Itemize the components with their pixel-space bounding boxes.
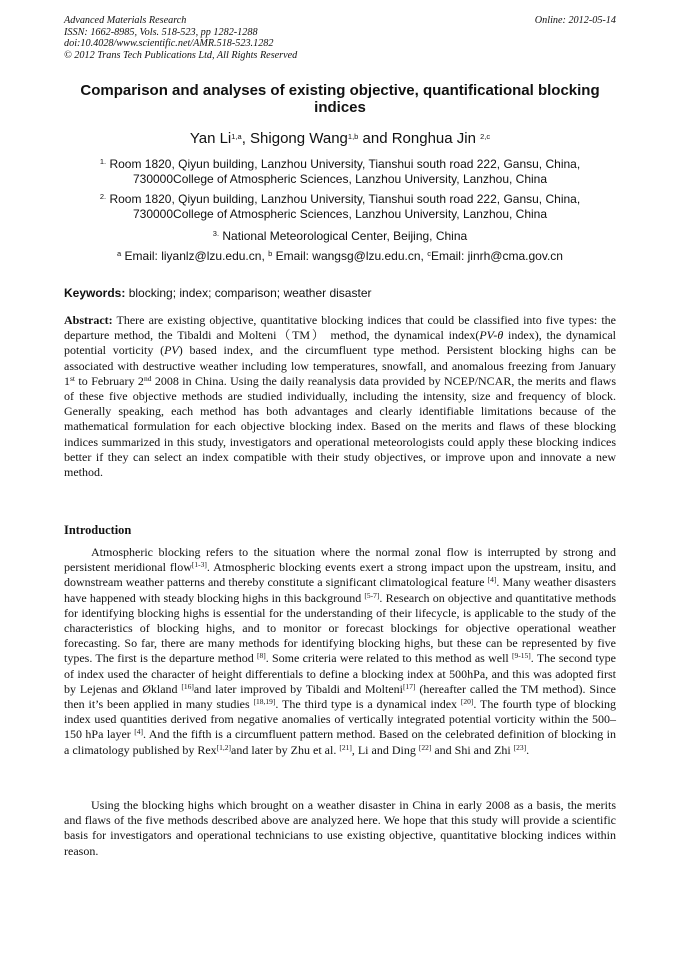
- paragraph-text: . The second type of index used the character of height differentials to define a blocking index at 500hPa, and this was adopted first by Lejenas and Økland: [64, 651, 617, 696]
- keywords-text: blocking; index; comparison; weather disaster: [125, 286, 372, 300]
- abstract-text: index), the dynamical potential vorticity (: [64, 328, 616, 358]
- abstract-text: ) based index, and the circumfluent type method. Persistent blocking highs can be associated with destructive weather including low temperatures, snowfall, and anomalous freezing from January 1: [64, 343, 616, 388]
- email-mark: c: [427, 249, 431, 258]
- author-superscript: 1,a: [231, 132, 242, 141]
- citation: [8]: [256, 651, 266, 661]
- introduction-paragraph-1: [64, 545, 616, 758]
- paragraph-text: . Some criteria were related to this method as well: [265, 651, 513, 666]
- affiliation-3: [64, 229, 616, 244]
- author-superscript: 1,b: [347, 132, 359, 141]
- abstract-text: to February 2: [75, 373, 144, 388]
- author-separator: ,: [241, 130, 251, 147]
- affiliation-line: Room 1820, Qiyun building, Lanzhou University, Tianshui south road 222, Gansu, China,: [109, 157, 581, 171]
- paragraph-text: . Atmospheric blocking events exert a strong impact upon the upstream, insitu, and downstream weather patterns and thereby constitute a significant climatological feature: [64, 560, 616, 590]
- abstract: [64, 313, 616, 480]
- affiliation-mark: 1.: [99, 157, 107, 166]
- abstract-symbol: PV-θ: [479, 328, 504, 343]
- affiliation-2: [64, 192, 616, 222]
- paragraph-text: and later by Zhu et al.: [231, 742, 340, 757]
- online-date: Online: 2012-05-14: [534, 15, 616, 26]
- abstract-text: There are existing objective, quantitative blocking indices that could be classified into five types: the departure method, the Tibaldi and Molteni（TM） method, the dynamical index(: [64, 313, 616, 343]
- journal-header: [64, 15, 616, 61]
- journal-name: Advanced Materials Research: [64, 15, 187, 26]
- issn-line: ISSN: 1662-8985, Vols. 518-523, pp 1282-1288: [64, 26, 258, 38]
- citation: [4]: [487, 575, 497, 585]
- paper-title: Comparison and analyses of existing objective, quantificational blocking indices: [80, 82, 600, 116]
- abstract-text: 2008 in China. Using the daily reanalysis data provided by NCEP/NCAR, the merits and flaws of these five objective methods are studied individually, including the intensity, size and frequency of block. Generally speaking, each method has both advantages and clearly identifiable limitations because of the mathematical formulation for each objective blocking index. Based on the merits and flaws of these blocking indices summarized in this study, investigators and operational meteorologists could apply these blocking indices better if they can select an index compatible with their study objectives, or improve upon and innovate a new method.: [64, 373, 616, 480]
- section-heading-introduction: Introduction: [64, 523, 132, 537]
- paragraph-text: . Many weather disasters have happened with steady blocking highs in this background: [64, 575, 617, 605]
- affiliation-line: 730000College of Atmospheric Sciences, Lanzhou University, Lanzhou, China: [132, 172, 548, 186]
- paragraph-text: . The third type is a dynamical index: [275, 697, 461, 712]
- paragraph-text: and later improved by Tibaldi and Molteni: [193, 681, 403, 696]
- paragraph-text: (hereafter called the TM method). Since then it’s been applied in many studies: [64, 681, 616, 712]
- paragraph-text: , Li and Ding: [351, 742, 419, 757]
- email-line: [64, 249, 616, 264]
- affiliation-mark: 2.: [99, 192, 107, 201]
- citation: [17]: [403, 681, 416, 691]
- citation: [1,2]: [216, 742, 232, 752]
- author-name: Shigong Wang: [250, 130, 348, 147]
- email-text: Email: liyanlz@lzu.edu.cn,: [121, 249, 269, 263]
- citation: [4]: [134, 727, 143, 737]
- copyright-line: © 2012 Trans Tech Publications Ltd, All Rights Reserved: [64, 49, 298, 61]
- paragraph-text: . Research on objective and quantitative methods for identifying blocking highs is essential for the understanding of their lifecycle, is applicable to the study of the characteristics of blocking highs, and to monitor or forecast blockings for objective operational weather forecasting. So far, there are many methods for identifying blocking highs, but these can be represented by five types. The first is the departure method: [64, 590, 616, 666]
- affiliation-line: Room 1820, Qiyun building, Lanzhou University, Tianshui south road 222, Gansu, China,: [109, 192, 581, 206]
- paragraph-text: .: [526, 742, 530, 757]
- paragraph-text: and Shi and Zhi: [431, 742, 514, 757]
- keywords-label: Keywords:: [64, 286, 126, 300]
- citation: [21]: [339, 742, 352, 752]
- introduction-paragraph-2: Using the blocking highs which brought on a weather disaster in China in early 2008 as a basis, the merits and flaws of the five methods described above are analyzed here. We hope that this study will provide a scientific basis for investigators and operational technicians to use existing objective, quantitative blocking indices within reason.: [64, 798, 616, 858]
- email-text: Email: jinrh@cma.gov.cn: [430, 249, 563, 263]
- abstract-label: Abstract:: [64, 313, 113, 327]
- email-mark: b: [268, 249, 273, 258]
- email-mark: a: [117, 249, 122, 258]
- author-conjunction: and: [358, 130, 392, 147]
- author-name: Yan Li: [189, 130, 232, 147]
- citation: [22]: [418, 742, 432, 752]
- paragraph-text: . And the fifth is a circumfluent pattern method. Based on the celebrated definition of blocking in a climatology published by Rex: [64, 727, 616, 757]
- citation: [9-15]: [512, 651, 531, 661]
- affiliation-mark: 3.: [212, 229, 220, 238]
- doi-line: doi:10.4028/www.scientific.net/AMR.518-523.1282: [64, 38, 274, 50]
- citation: [16]: [181, 681, 194, 691]
- affiliation-line: National Meteorological Center, Beijing, China: [222, 229, 468, 243]
- author-list: [64, 130, 616, 148]
- author-name: Ronghua Jin: [391, 130, 476, 147]
- citation: [20]: [460, 697, 474, 707]
- paragraph-text: . The fourth type of blocking index used quantities derived from negative anomalies of vertically integrated potential vorticity within the 500–150 hPa layer: [64, 697, 616, 742]
- citation: [1-3]: [191, 560, 207, 570]
- citation: [5-7]: [364, 590, 380, 600]
- paragraph-text: Atmospheric blocking refers to the situation where the normal zonal flow is interrupted by strong and persistent meridional flow: [64, 545, 616, 575]
- citation: [18,19]: [253, 697, 276, 707]
- abstract-superscript: st: [70, 373, 76, 383]
- affiliation-1: [64, 157, 616, 187]
- affiliation-line: 730000College of Atmospheric Sciences, Lanzhou University, Lanzhou, China: [132, 207, 548, 221]
- keywords: [64, 286, 616, 301]
- abstract-symbol: PV: [164, 343, 179, 358]
- citation: [23]: [513, 742, 527, 752]
- abstract-superscript: nd: [143, 373, 152, 383]
- email-text: Email: wangsg@lzu.edu.cn,: [272, 249, 428, 263]
- author-superscript: 2,c: [480, 132, 491, 141]
